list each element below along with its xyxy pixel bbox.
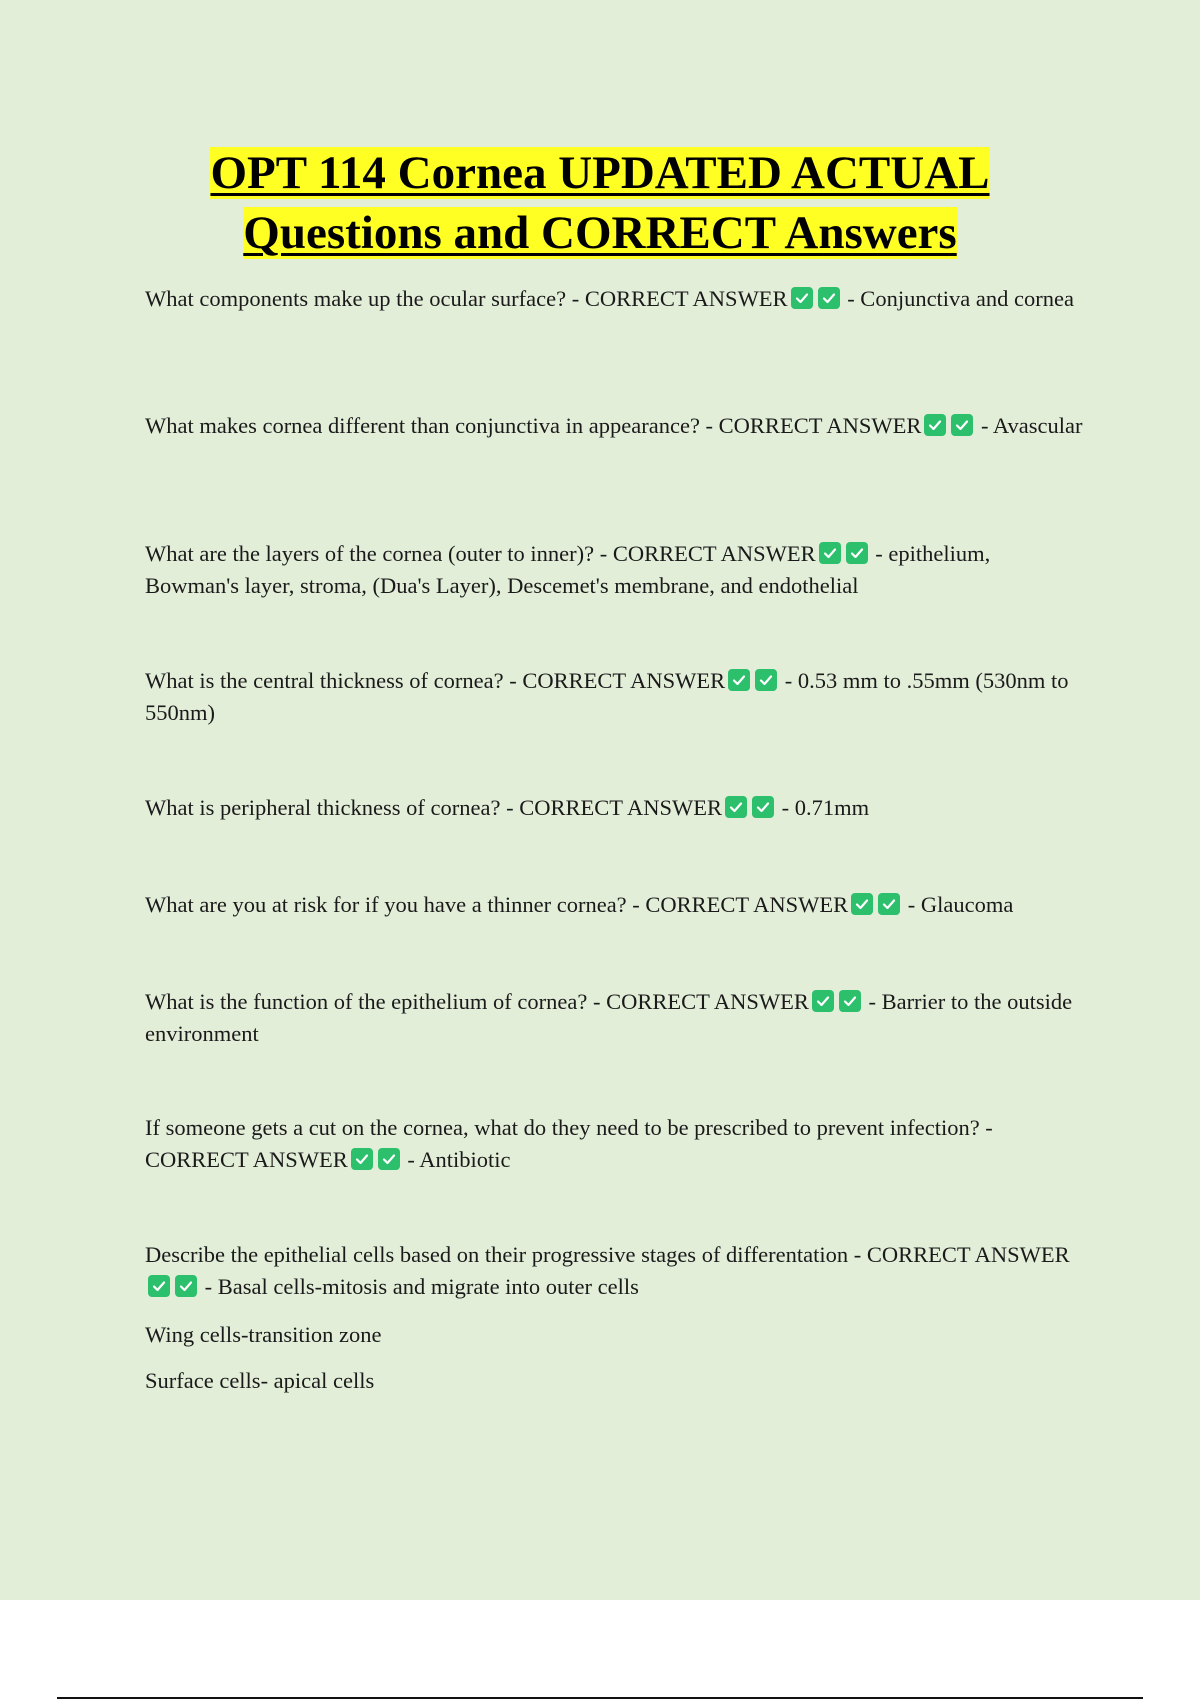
qa-item xyxy=(145,1239,1085,1397)
qa-item xyxy=(145,792,1085,824)
check-box-icon xyxy=(378,1148,400,1170)
answer-extra-line: Surface cells- apical cells xyxy=(145,1368,375,1393)
qa-item xyxy=(145,665,1085,729)
qa-item xyxy=(145,283,1085,315)
question-text: What are you at risk for if you have a thinner cornea? - CORRECT ANSWER xyxy=(145,892,849,917)
check-box-icon xyxy=(752,796,774,818)
answer-text: - Basal cells-mitosis and migrate into outer cells xyxy=(204,1274,639,1299)
check-box-icon xyxy=(725,796,747,818)
page-title xyxy=(0,143,1200,263)
check-box-icon xyxy=(791,287,813,309)
check-box-icon xyxy=(839,990,861,1012)
answer-text: - Barrier to the outside environment xyxy=(145,989,1073,1046)
qa-item xyxy=(145,889,1085,921)
question-text: What is peripheral thickness of cornea? - CORRECT ANSWER xyxy=(145,795,722,820)
question-text: Describe the epithelial cells based on their progressive stages of differentation - CORRECT ANSWER xyxy=(145,1242,1070,1267)
question-text: What components make up the ocular surface? - CORRECT ANSWER xyxy=(145,286,788,311)
answer-text: - Avascular xyxy=(981,413,1083,438)
check-box-icon xyxy=(951,414,973,436)
check-box-icon xyxy=(846,542,868,564)
check-box-icon xyxy=(924,414,946,436)
footer-divider xyxy=(57,1697,1143,1699)
check-box-icon xyxy=(819,542,841,564)
check-box-icon xyxy=(878,893,900,915)
check-box-icon xyxy=(728,669,750,691)
question-text: What is the function of the epithelium of cornea? - CORRECT ANSWER xyxy=(145,989,809,1014)
check-box-icon xyxy=(812,990,834,1012)
check-box-icon xyxy=(755,669,777,691)
answer-text: - Glaucoma xyxy=(907,892,1014,917)
answer-text: - Conjunctiva and cornea xyxy=(847,286,1074,311)
question-text: If someone gets a cut on the cornea, what do they need to be prescribed to prevent infection? - CORRECT ANSWER xyxy=(145,1115,993,1172)
answer-text: - epithelium, Bowman's layer, stroma, (Dua's Layer), Descemet's membrane, and endothelial xyxy=(145,541,991,598)
answer-text: - 0.71mm xyxy=(781,795,870,820)
qa-item xyxy=(145,410,1085,442)
check-box-icon xyxy=(851,893,873,915)
question-text: What is the central thickness of cornea? - CORRECT ANSWER xyxy=(145,668,726,693)
title-line-2: Questions and CORRECT Answers xyxy=(243,207,957,259)
check-box-icon xyxy=(175,1275,197,1297)
qa-item xyxy=(145,986,1085,1050)
title-line-1: OPT 114 Cornea UPDATED ACTUAL xyxy=(210,147,990,199)
answer-text: - 0.53 mm to .55mm (530nm to 550nm) xyxy=(145,668,1069,725)
check-box-icon xyxy=(148,1275,170,1297)
check-box-icon xyxy=(351,1148,373,1170)
answer-text: - Antibiotic xyxy=(407,1147,511,1172)
check-box-icon xyxy=(818,287,840,309)
answer-extra-line: Wing cells-transition zone xyxy=(145,1322,382,1347)
question-text: What are the layers of the cornea (outer to inner)? - CORRECT ANSWER xyxy=(145,541,816,566)
question-text: What makes cornea different than conjunctiva in appearance? - CORRECT ANSWER xyxy=(145,413,922,438)
qa-item xyxy=(145,1112,1085,1176)
qa-item xyxy=(145,538,1085,602)
